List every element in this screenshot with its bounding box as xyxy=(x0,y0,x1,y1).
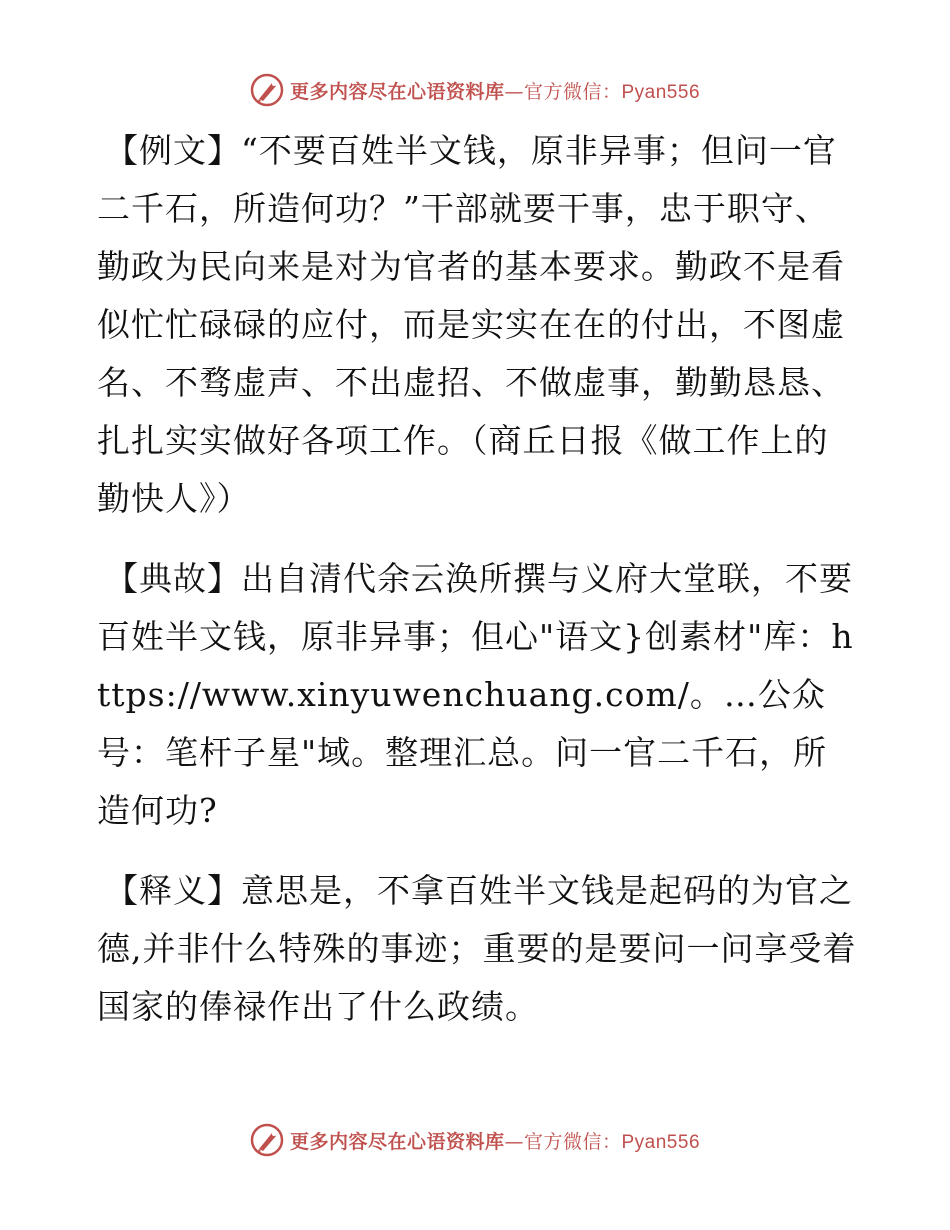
header-banner-text xyxy=(290,77,700,104)
footer-banner-inner xyxy=(250,1123,700,1157)
pen-nib-logo-icon xyxy=(250,73,284,107)
footer-banner xyxy=(0,1120,950,1160)
source-tag: 【典故】 xyxy=(105,559,241,598)
pen-nib-logo-icon xyxy=(250,1123,284,1157)
header-contact-text: 官方微信：Pyan556 xyxy=(524,81,701,103)
example-paragraph xyxy=(97,122,857,528)
footer-contact-text: 官方微信：Pyan556 xyxy=(524,1131,701,1153)
source-paragraph xyxy=(97,550,857,840)
header-brand-text: 更多内容尽在心语资料库 xyxy=(289,80,505,103)
document-body xyxy=(97,122,857,1036)
meaning-text: 意思是，不拿百姓半文钱是起码的为官之德,并非什么特殊的事迹；重要的是要问一问享受着国家的俸禄作出了什么政绩。 xyxy=(97,871,857,1026)
example-tag: 【例文】 xyxy=(105,131,241,170)
footer-banner-text xyxy=(290,1127,700,1154)
header-banner xyxy=(0,70,950,110)
header-separator: — xyxy=(504,80,524,103)
meaning-tag: 【释义】 xyxy=(105,871,241,910)
example-text: “不要百姓半文钱，原非异事；但问一官二千石，所造何功？”干部就要干事，忠于职守、勤政为民向来是对为官者的基本要求。勤政不是看似忙忙碌碌的应付，而是实实在在的付出，不图虚名、不骛虚声、不出虚招、不做虚事，勤勤恳恳、扎扎实实做好各项工作。（商丘日报《做工作上的勤快人》） xyxy=(97,131,845,518)
footer-brand-text: 更多内容尽在心语资料库 xyxy=(289,1130,505,1153)
meaning-paragraph xyxy=(97,862,857,1036)
header-banner-inner xyxy=(250,73,700,107)
source-text: 出自清代余云涣所撰与义府大堂联，不要百姓半文钱，原非异事；但心"语文}创素材"库：https://www.xinyuwenchuang.com/。…公众号：笔杆子星"域。整理汇总。问一官二千石，所造何功? xyxy=(97,559,854,830)
footer-separator: — xyxy=(504,1130,524,1153)
